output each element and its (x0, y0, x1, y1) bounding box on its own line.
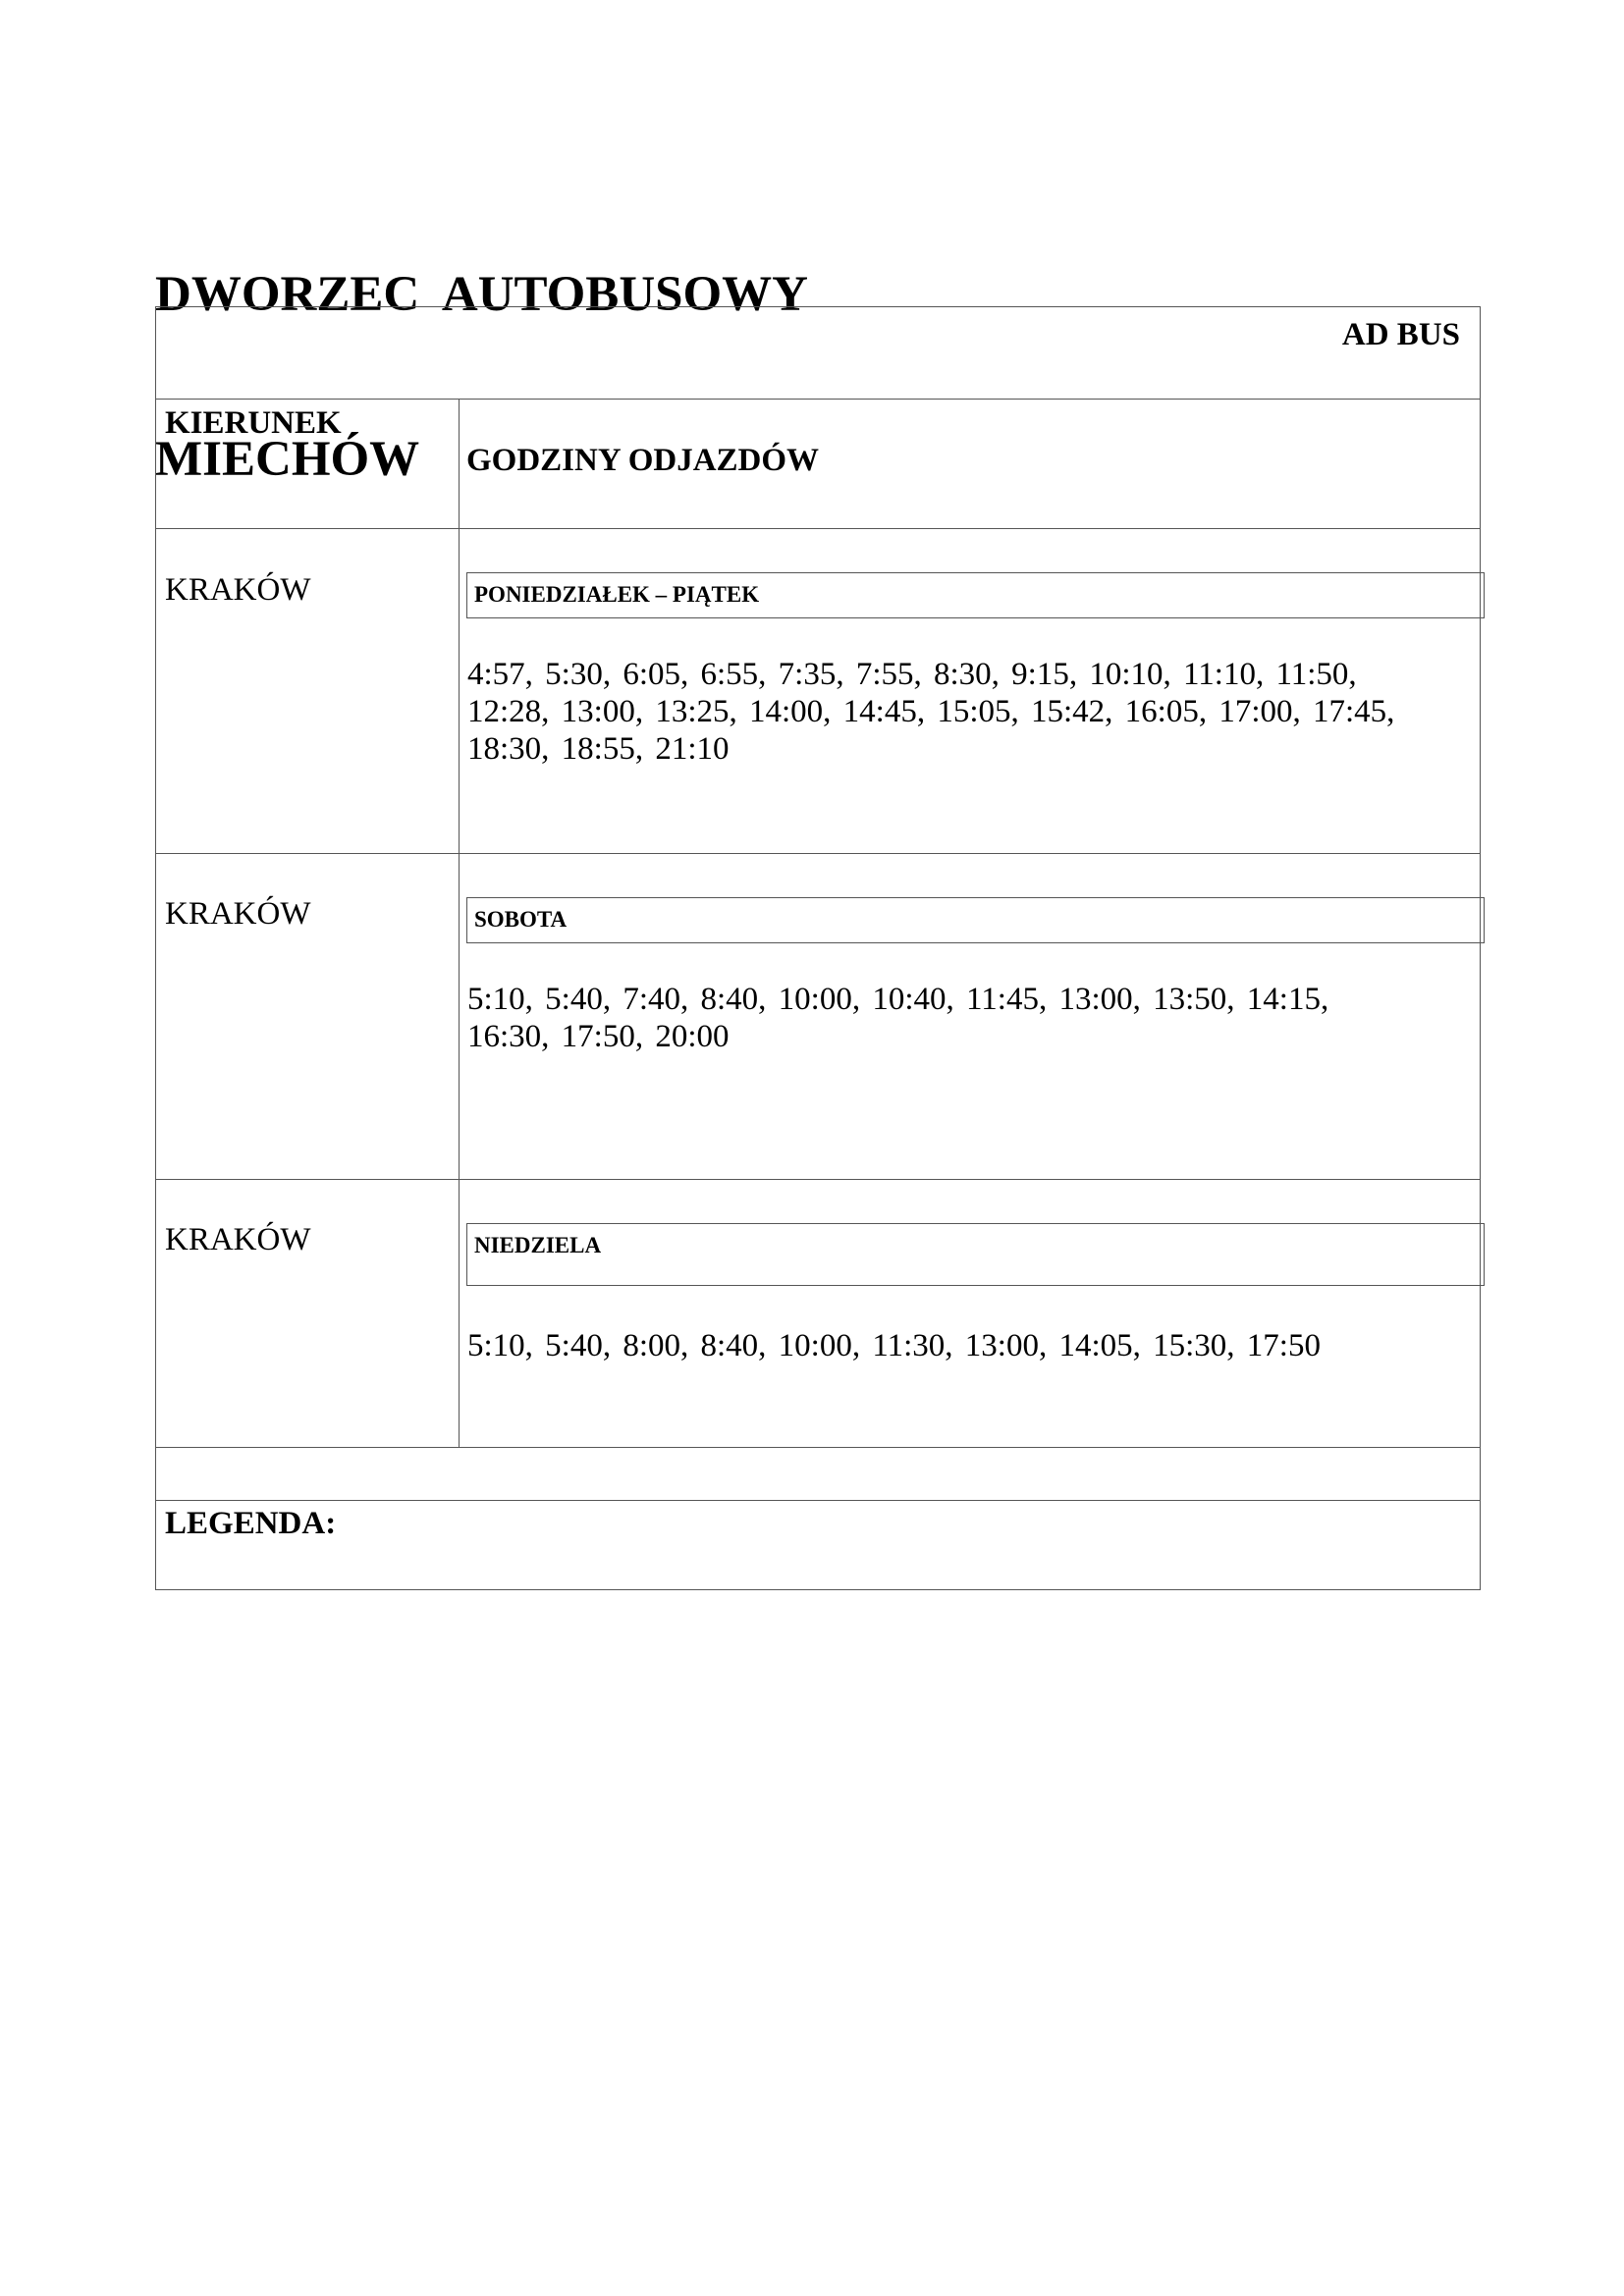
departure-times-saturday (467, 981, 1469, 1055)
day-label-sunday: NIEDZIELA (466, 1223, 1485, 1286)
column-divider (459, 399, 460, 1447)
times-line: 5:10, 5:40, 7:40, 8:40, 10:00, 10:40, 11:45, 13:00, 13:50, 14:15, (467, 982, 1329, 1017)
operator-name: AD BUS (1341, 317, 1460, 352)
times-line: 12:28, 13:00, 13:25, 14:00, 14:45, 15:05, 15:42, 16:05, 17:00, 17:45, (467, 694, 1395, 729)
departure-times-sunday (467, 1327, 1469, 1364)
table-divider (156, 1500, 1480, 1501)
table-divider (156, 853, 1480, 854)
table-divider (156, 1447, 1480, 1448)
times-line: 4:57, 5:30, 6:05, 6:55, 7:35, 7:55, 8:30, 9:15, 10:10, 11:10, 11:50, (467, 657, 1357, 692)
times-line: 16:30, 17:50, 20:00 (467, 1019, 730, 1054)
title-line-2: MIECHÓW (155, 432, 420, 487)
header-departure-times: GODZINY ODJAZDÓW (466, 443, 820, 478)
title-line-1: DWORZEC AUTOBUSOWY (155, 267, 809, 322)
row-direction: KRAKÓW (165, 572, 311, 608)
table-divider (156, 1179, 1480, 1180)
legend-label: LEGENDA: (165, 1506, 337, 1541)
table-divider (156, 528, 1480, 529)
times-line: 5:10, 5:40, 8:00, 8:40, 10:00, 11:30, 13:00, 14:05, 15:30, 17:50 (467, 1328, 1321, 1363)
table-divider (156, 399, 1480, 400)
day-label-saturday: SOBOTA (466, 897, 1485, 943)
departure-times-weekdays (467, 656, 1469, 768)
day-label-weekdays: PONIEDZIAŁEK – PIĄTEK (466, 572, 1485, 618)
header-direction: KIERUNEK (165, 405, 342, 441)
times-line: 18:30, 18:55, 21:10 (467, 731, 730, 767)
row-direction: KRAKÓW (165, 1222, 311, 1257)
row-direction: KRAKÓW (165, 896, 311, 932)
timetable (155, 306, 1481, 1590)
